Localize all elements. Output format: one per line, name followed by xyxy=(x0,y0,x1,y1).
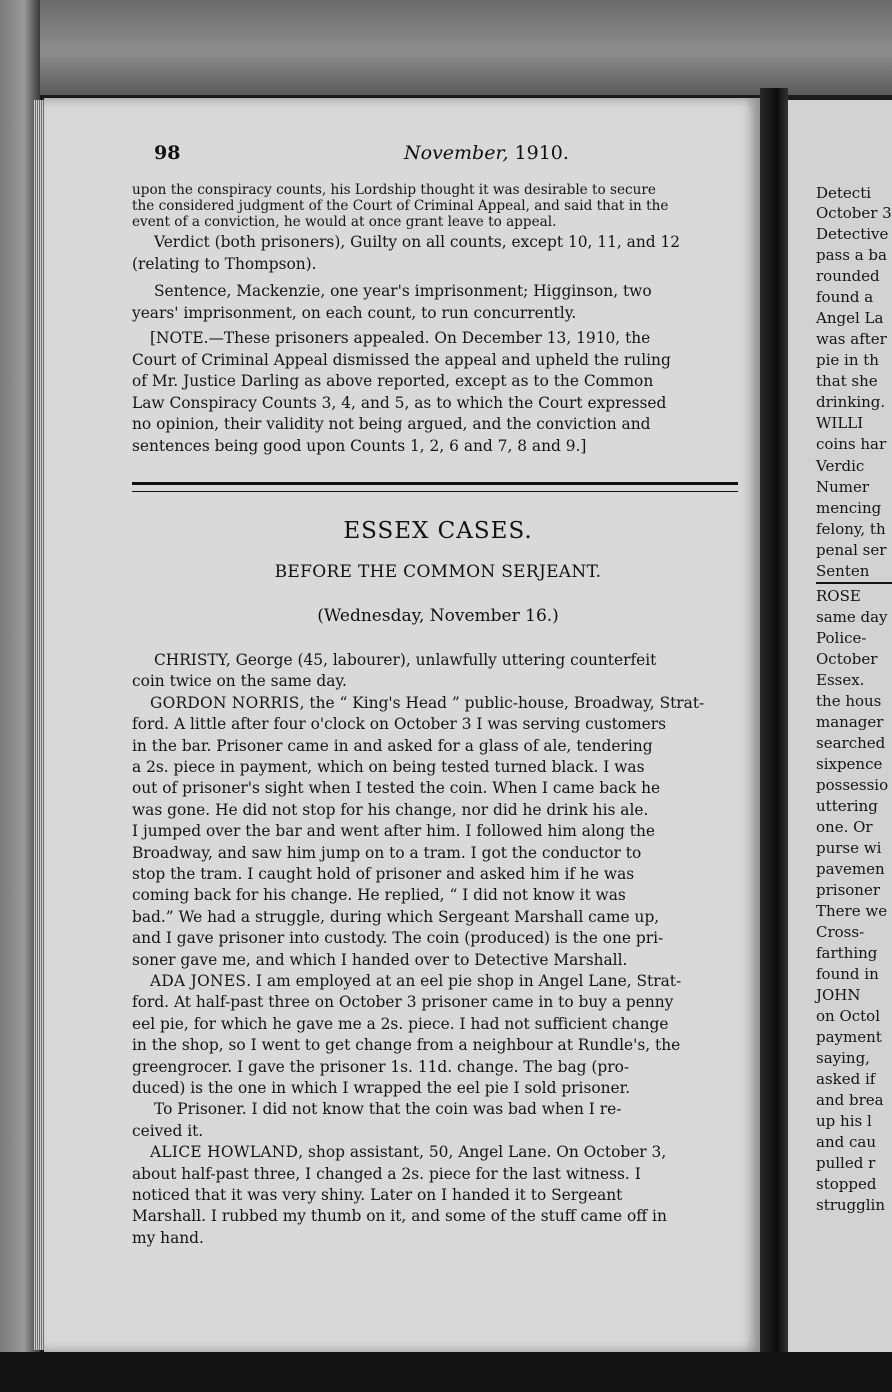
text-line: Court of Criminal Appeal dismissed the appeal and upheld the ruling xyxy=(132,350,671,369)
text-line: uttering xyxy=(816,797,878,815)
text-line: same day xyxy=(816,608,888,626)
text-line: on Octol xyxy=(816,1007,881,1025)
section-before-judge: BEFORE THE COMMON SERJEANT. xyxy=(274,562,602,582)
text-line: in the shop, so I went to get change from a neighbour at Rundle's, the xyxy=(132,1036,681,1055)
text-line: asked if xyxy=(816,1070,876,1088)
text-line: penal ser xyxy=(816,541,887,559)
text-line: Detecti xyxy=(816,184,872,202)
running-head xyxy=(154,142,774,166)
text-line: and brea xyxy=(816,1091,884,1109)
text-line: To Prisoner. I did not know that the coin was bad when I re- xyxy=(154,1100,622,1119)
text-line: JOHN xyxy=(816,986,861,1004)
running-head-year: 1910. xyxy=(514,142,569,164)
page-number: 98 xyxy=(154,142,181,164)
text-line: GORDON NORRIS, the “ King's Head ” public-house, Broadway, Strat- xyxy=(150,693,705,712)
text-line: my hand. xyxy=(132,1228,204,1247)
text-line: Sentence, Mackenzie, one year's imprisonment; Higginson, two xyxy=(154,282,652,300)
text-line: Law Conspiracy Counts 3, 4, and 5, as to which the Court expressed xyxy=(132,393,667,412)
text-line: [NOTE.—These prisoners appealed. On December 13, 1910, the xyxy=(150,329,651,347)
text-line: payment xyxy=(816,1028,882,1046)
text-line: found in xyxy=(816,965,879,983)
book-page-left xyxy=(44,98,760,1352)
text-line: the hous xyxy=(816,692,882,710)
text-line: purse wi xyxy=(816,839,882,857)
text-line: October xyxy=(816,650,878,668)
text-line: Verdic xyxy=(816,457,865,475)
text-line: pavemen xyxy=(816,860,885,878)
text-line: Marshall. I rubbed my thumb on it, and some of the stuff came off in xyxy=(132,1207,667,1226)
text-line: greengrocer. I gave the prisoner 1s. 11d. change. The bag (pro- xyxy=(132,1057,630,1076)
text-line: sentences being good upon Counts 1, 2, 6 and 7, 8 and 9.] xyxy=(132,437,587,455)
text-line: pulled r xyxy=(816,1154,876,1172)
scan-background-top xyxy=(0,0,892,95)
text-line: CHRISTY, George (45, labourer), unlawfully uttering counterfeit xyxy=(154,651,657,669)
section-date: (Wednesday, November 16.) xyxy=(317,606,559,626)
book-page-right-partial xyxy=(788,100,892,1370)
running-head-date xyxy=(404,142,569,164)
text-line: October 3 xyxy=(816,204,892,222)
text-line: bad.” We had a struggle, during which Sergeant Marshall came up, xyxy=(132,907,660,926)
text-line: prisoner xyxy=(816,881,881,899)
text-line: strugglin xyxy=(816,1196,886,1214)
text-line: sixpence xyxy=(816,755,883,773)
text-line: up his l xyxy=(816,1112,872,1130)
text-line: ceived it. xyxy=(132,1121,204,1140)
text-line: noticed that it was very shiny. Later on I handed it to Sergeant xyxy=(132,1186,623,1204)
text-line: Detective xyxy=(816,225,889,243)
text-line: eel pie, for which he gave me a 2s. piece. I had not sufficient change xyxy=(132,1014,669,1033)
text-line: upon the conspiracy counts, his Lordship thought it was desirable to secure xyxy=(132,182,656,198)
right-page-rule xyxy=(816,582,892,584)
witness-name: ALICE HOWLAND xyxy=(150,1143,299,1162)
text-line: in the bar. Prisoner came in and asked for a glass of ale, tendering xyxy=(132,736,653,755)
text-line: rounded xyxy=(816,267,880,285)
text-line: no opinion, their validity not being argued, and the conviction and xyxy=(132,415,651,434)
text-line: about half-past three, I changed a 2s. piece for the last witness. I xyxy=(132,1164,641,1183)
text-line: mencing xyxy=(816,499,882,517)
running-head-month: November, xyxy=(404,142,509,164)
text-line: ADA JONES. I am employed at an eel pie shop in Angel Lane, Strat- xyxy=(150,972,682,990)
section-title: ESSEX CASES. xyxy=(343,518,533,544)
text-line: out of prisoner's sight when I tested the coin. When I came back he xyxy=(132,779,661,798)
text-line: WILLI xyxy=(816,414,864,432)
text-line: ford. At half-past three on October 3 prisoner came in to buy a penny xyxy=(132,993,674,1012)
text-line: years' imprisonment, on each count, to run concurrently. xyxy=(132,304,577,322)
text-line: pass a ba xyxy=(816,246,887,264)
text-line: There we xyxy=(816,902,888,920)
section-divider-rule xyxy=(132,482,738,492)
text-line: Senten xyxy=(816,562,870,580)
text-line: stopped xyxy=(816,1175,877,1193)
text-line: ford. A little after four o'clock on October 3 I was serving customers xyxy=(132,715,667,734)
text-line: coming back for his change. He replied, “ I did not know it was xyxy=(132,886,626,905)
text-line: duced) is the one in which I wrapped the eel pie I sold prisoner. xyxy=(132,1079,631,1097)
text-line: was gone. He did not stop for his change, nor did he drink his ale. xyxy=(132,800,649,819)
text-line: ALICE HOWLAND, shop assistant, 50, Angel Lane. On October 3, xyxy=(150,1143,667,1162)
text-line: a 2s. piece in payment, which on being tested turned black. I was xyxy=(132,758,645,776)
text-line: I jumped over the bar and went after him. I followed him along the xyxy=(132,822,655,841)
text-line: found a xyxy=(816,288,874,306)
scan-background-bottom xyxy=(0,1352,892,1392)
text-line: Essex. xyxy=(816,671,865,689)
text-line: and cau xyxy=(816,1133,876,1151)
text-line: and I gave prisoner into custody. The coin (produced) is the one pri- xyxy=(132,929,664,948)
book-gutter xyxy=(760,88,788,1368)
text-line: the considered judgment of the Court of Criminal Appeal, and said that in the xyxy=(132,198,669,214)
text-line: Verdict (both prisoners), Guilty on all counts, except 10, 11, and 12 xyxy=(154,233,681,251)
text-line: coin twice on the same day. xyxy=(132,672,347,691)
text-line: farthing xyxy=(816,944,878,962)
text-line: Cross- xyxy=(816,923,865,941)
witness-name: ADA JONES xyxy=(150,972,247,990)
text-line: of Mr. Justice Darling as above reported, except as to the Common xyxy=(132,372,654,391)
text-line: pie in th xyxy=(816,351,879,369)
text-line: event of a conviction, he would at once grant leave to appeal. xyxy=(132,214,557,230)
text-line: stop the tram. I caught hold of prisoner and asked him if he was xyxy=(132,865,635,883)
text-line: saying, xyxy=(816,1049,870,1067)
text-line: manager xyxy=(816,713,884,731)
text-line: possessio xyxy=(816,776,889,794)
text-line: felony, th xyxy=(816,520,886,538)
text-line: that she xyxy=(816,372,878,390)
text-line: one. Or xyxy=(816,818,873,836)
text-line: Numer xyxy=(816,478,870,496)
text-line: ROSE xyxy=(816,587,861,605)
text-line: soner gave me, and which I handed over to Detective Marshall. xyxy=(132,950,628,969)
text-line: drinking. xyxy=(816,393,886,411)
text-line: Broadway, and saw him jump on to a tram. I got the conductor to xyxy=(132,843,642,862)
text-line: (relating to Thompson). xyxy=(132,255,317,273)
text-line: Police- xyxy=(816,629,867,647)
book-page-edges xyxy=(34,100,44,1350)
witness-name: GORDON NORRIS xyxy=(150,693,300,712)
text-line: was after xyxy=(816,330,887,348)
text-line: coins har xyxy=(816,435,887,453)
text-line: Angel La xyxy=(816,309,884,327)
text-line: searched xyxy=(816,734,886,752)
